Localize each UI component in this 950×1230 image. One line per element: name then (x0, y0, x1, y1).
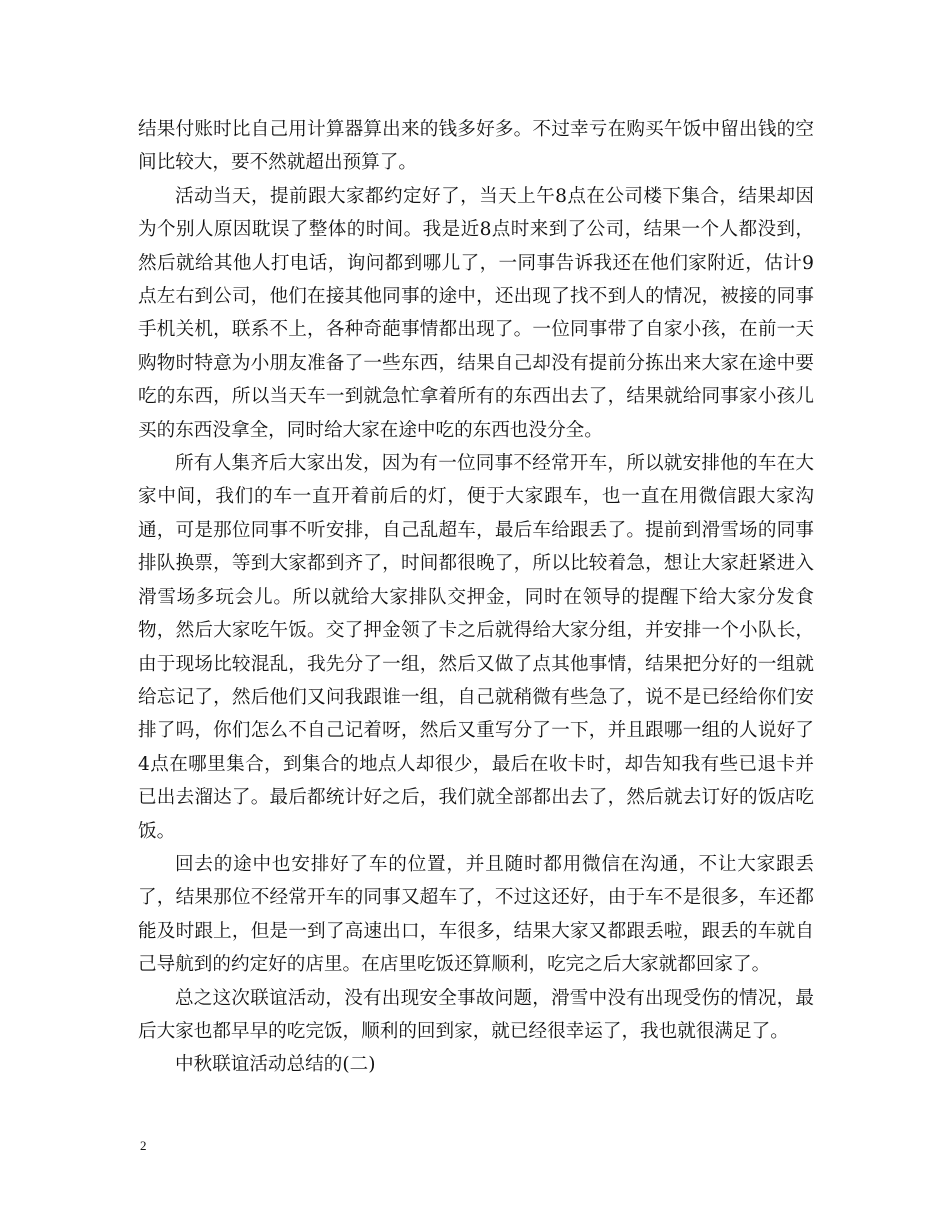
section-subheading: 中秋联谊活动总结的(二) (175, 1054, 376, 1076)
paragraph-departure: 所有人集齐后大家出发，因为有一位同事不经常开车，所以就安排他的车在大家中间，我们的车一直开着前后的灯，便于大家跟车，也一直在用微信跟大家沟通，可是那位同事不听安排，自己乱超车，最后车给跟丢了。提前到滑雪场的同事排队换票，等到大家都到齐了，时间都很晚了，所以比较着急，想让大家赶紧进入滑雪场多玩会儿。所以就给大家排队交押金，同时在领导的提醒下给大家分发食物，然后大家吃午饭。交了押金领了卡之后就得给大家分组，并安排一个小队长，由于现场比较混乱，我先分了一组，然后又做了点其他事情，结果把分好的一组就给忘记了，然后他们又问我跟谁一组，自己就稍微有些急了，说不是已经给你们安排了吗，你们怎么不自己记着呀，然后又重写分了一下，并且跟哪一组的人说好了4点在哪里集合，到集合的地点人却很少，最后在收卡时，却告知我有些已退卡并已出去溜达了。最后都统计好之后，我们就全部都出去了，然后就去订好的饭店吃饭。 (138, 453, 814, 842)
paragraph-event-day: 活动当天，提前跟大家都约定好了，当天上午8点在公司楼下集合，结果却因为个别人原因耽误了整体的时间。我是近8点时来到了公司，结果一个人都没到，然后就给其他人打电话，询问都到哪儿了，一同事告诉我还在他们家附近，估计9点左右到公司，他们在接其他同事的途中，还出现了找不到人的情况，被接的同事手机关机，联系不上，各种奇葩事情都出现了。一位同事带了自家小孩，在前一天购物时特意为小朋友准备了一些东西，结果自己却没有提前分拣出来大家在途中要吃的东西，所以当天车一到就急忙拿着所有的东西出去了，结果就给同事家小孩儿买的东西没拿全，同时给大家在途中吃的东西也没分全。 (138, 185, 814, 441)
paragraph-conclusion: 总之这次联谊活动，没有出现安全事故问题，滑雪中没有出现受伤的情况，最后大家也都早早的吃完饭，顺利的回到家，就已经很幸运了，我也就很满足了。 (138, 987, 814, 1042)
page-number: 2 (140, 1138, 147, 1153)
paragraph-return-trip: 回去的途中也安排好了车的位置，并且随时都用微信在沟通，不让大家跟丢了，结果那位不经常开车的同事又超车了，不过这还好，由于车不是很多，车还都能及时跟上，但是一到了高速出口，车很多，结果大家又都跟丢啦，跟丢的车就自己导航到的约定好的店里。在店里吃饭还算顺利，吃完之后大家就都回家了。 (138, 853, 814, 976)
document-body (138, 113, 814, 1082)
paragraph-continuation: 结果付账时比自己用计算器算出来的钱多好多。不过幸亏在购买午饭中留出钱的空间比较大，要不然就超出预算了。 (138, 119, 814, 174)
